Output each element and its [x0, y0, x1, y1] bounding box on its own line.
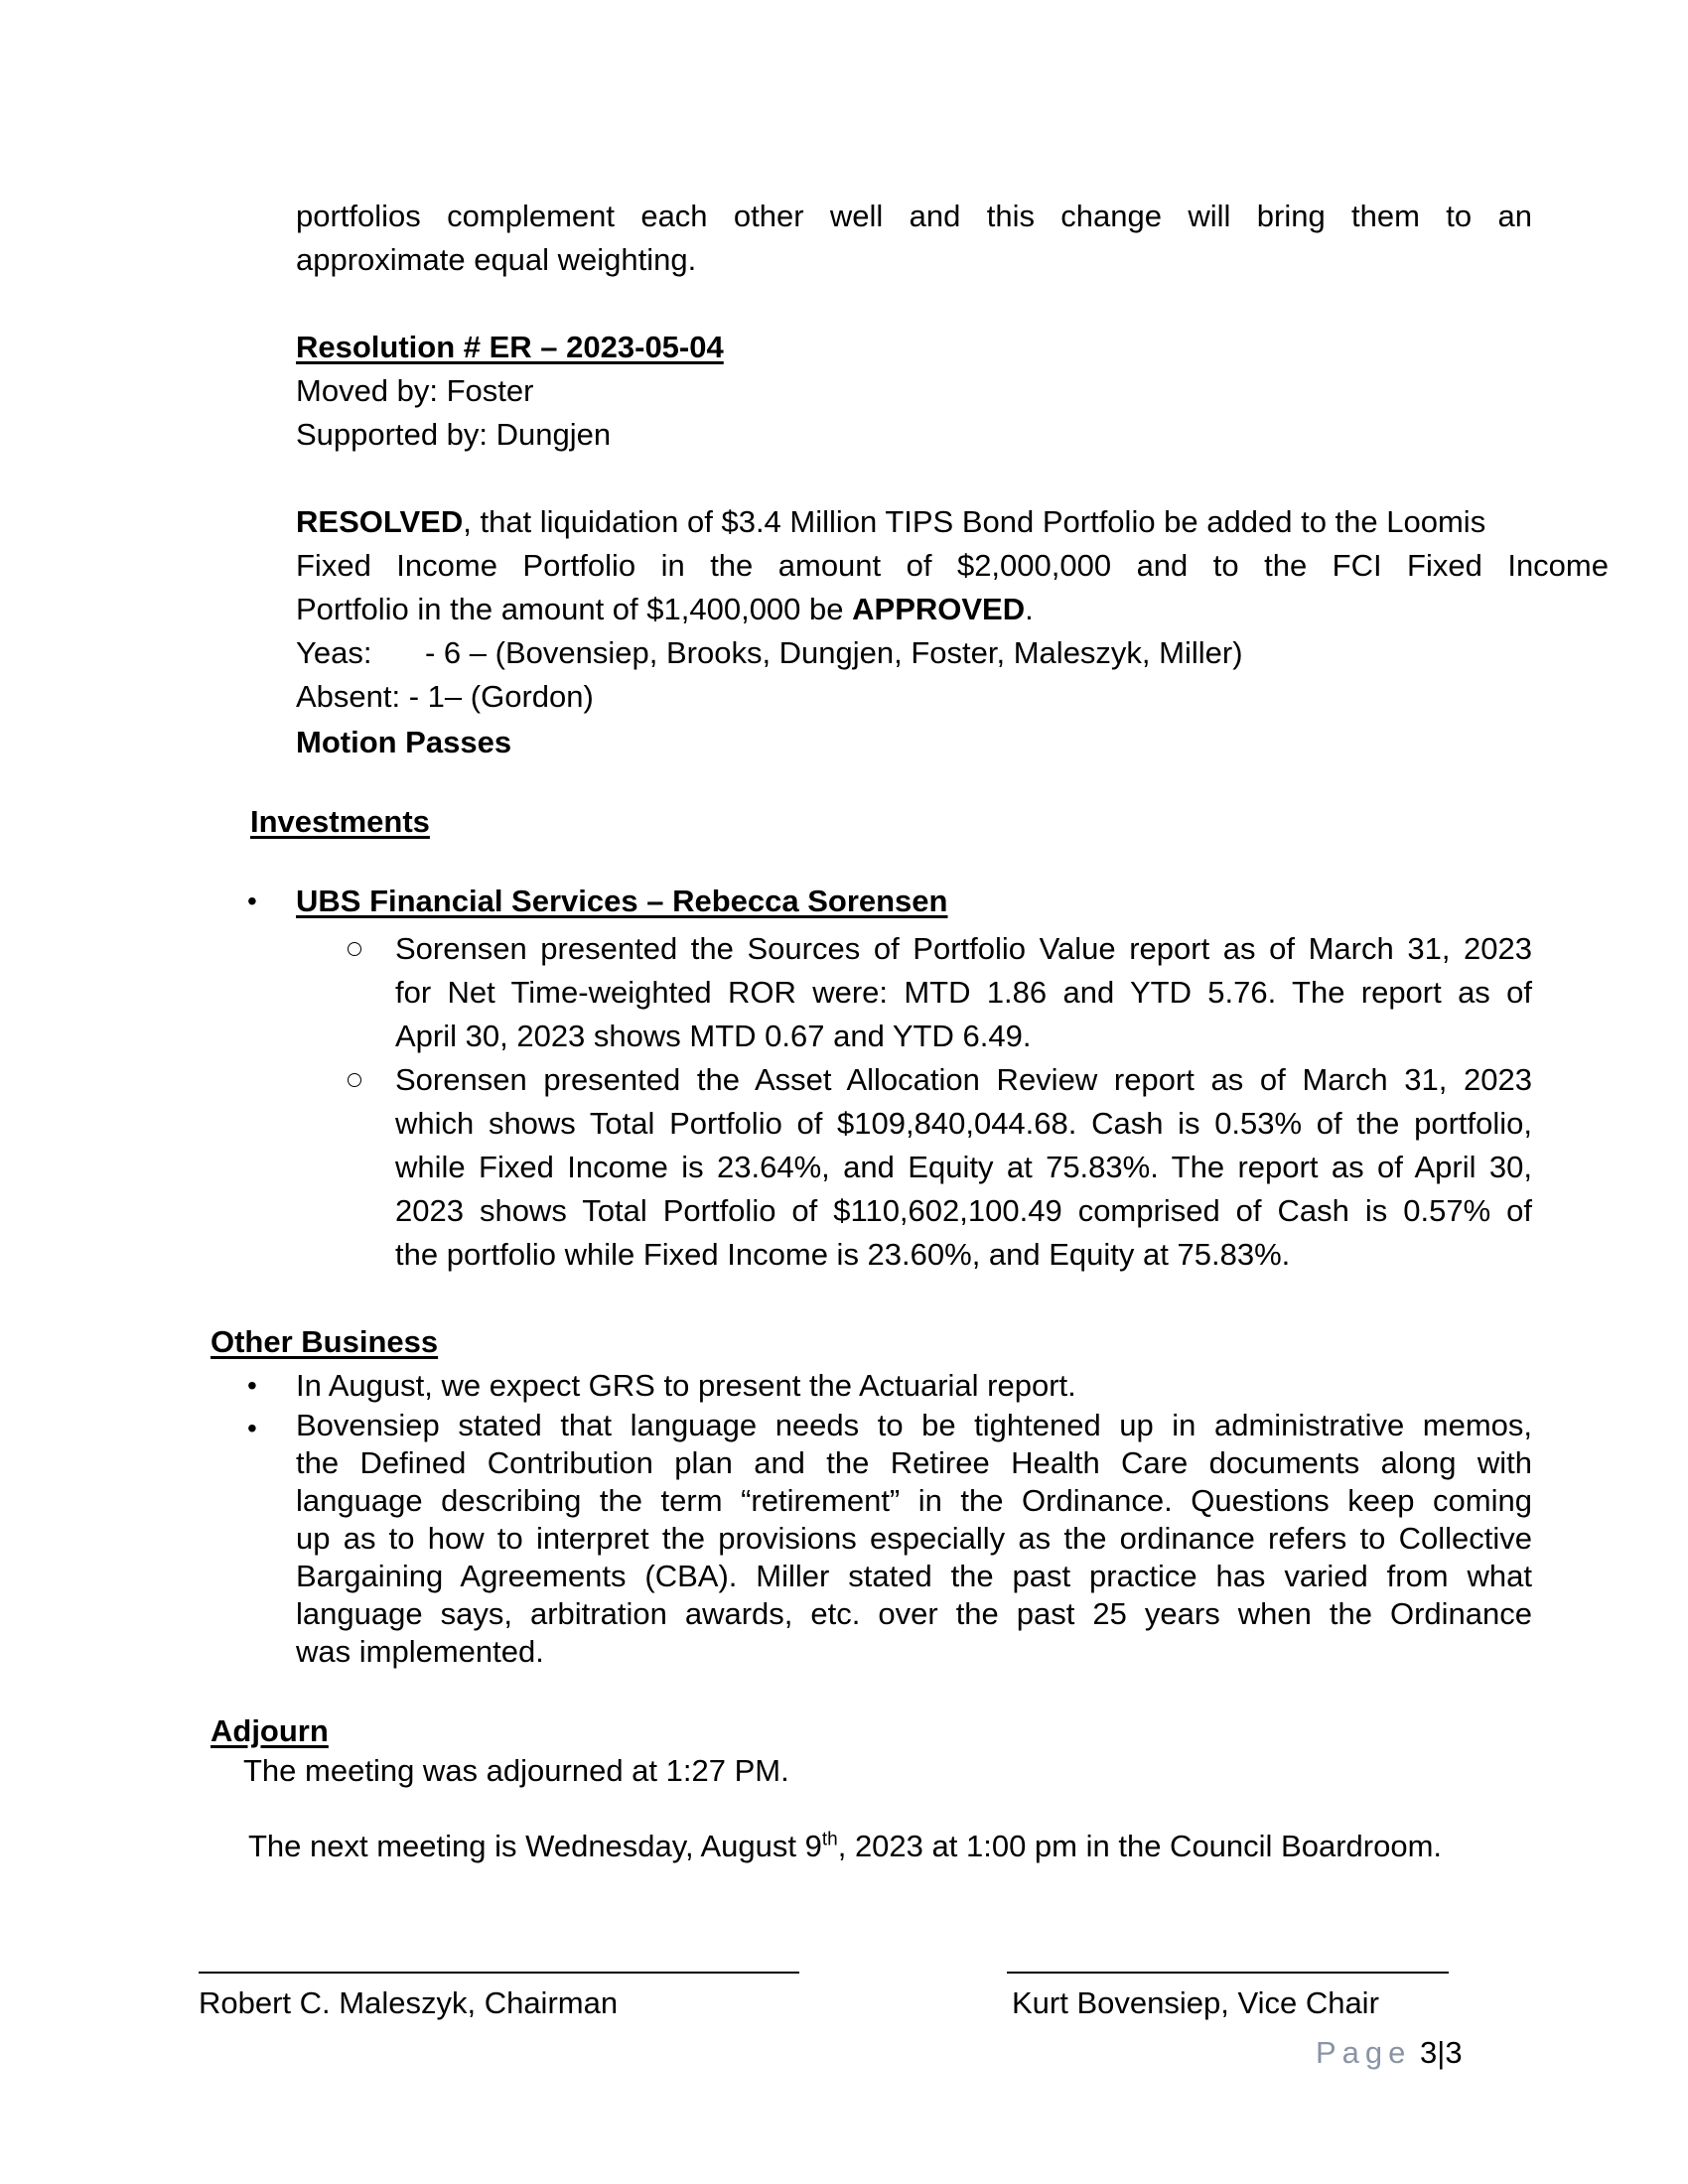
ubs-sub2-line-4: 2023 shows Total Portfolio of $110,602,100.49 comprised of Cash is 0.57% of	[395, 1193, 1532, 1228]
absent-line: Absent: - 1– (Gordon)	[296, 679, 594, 714]
ubs-sub2-line-1: Sorensen presented the Asset Allocation Review report as of March 31, 2023	[395, 1062, 1532, 1097]
other-item-2-line-2: the Defined Contribution plan and the Retiree Health Care documents along with	[296, 1445, 1532, 1480]
ubs-sub1-line-1: Sorensen presented the Sources of Portfolio Value report as of March 31, 2023	[395, 931, 1532, 966]
next-meeting-a: The next meeting is Wednesday, August 9	[248, 1829, 822, 1863]
resolved-text-3a: Portfolio in the amount of $1,400,000 be	[296, 592, 853, 626]
yeas-label: Yeas:	[296, 635, 372, 670]
signature-line-right	[1007, 1972, 1449, 1974]
ubs-sub1-line-2: for Net Time-weighted ROR were: MTD 1.86 and YTD 5.76. The report as of	[395, 975, 1532, 1010]
approved-word: APPROVED	[852, 592, 1026, 626]
other-item-2-line-4: up as to how to interpret the provisions especially as the ordinance refers to Collective	[296, 1521, 1532, 1556]
resolution-title: Resolution # ER – 2023-05-04	[296, 330, 724, 364]
intro-line-2: approximate equal weighting.	[296, 242, 697, 277]
moved-by: Moved by: Foster	[296, 373, 534, 408]
ubs-sub2-line-5: the portfolio while Fixed Income is 23.60%, and Equity at 75.83%.	[395, 1237, 1291, 1272]
resolved-word: RESOLVED	[296, 504, 464, 539]
adjourn-text: The meeting was adjourned at 1:27 PM.	[243, 1753, 789, 1788]
ubs-sub1-line-3: April 30, 2023 shows MTD 0.67 and YTD 6.49.	[395, 1019, 1032, 1053]
resolved-line-3	[296, 588, 1034, 631]
circle-bullet-icon	[348, 1073, 361, 1087]
bullet-icon: •	[247, 1370, 257, 1401]
ubs-sub2-line-2: which shows Total Portfolio of $109,840,044.68. Cash is 0.53% of the portfolio,	[395, 1106, 1532, 1141]
other-item-2-line-3: language describing the term “retirement” in the Ordinance. Questions keep coming	[296, 1483, 1532, 1518]
next-meeting-b: , 2023 at 1:00 pm in the Council Boardroom.	[837, 1829, 1443, 1863]
other-item-2-line-5: Bargaining Agreements (CBA). Miller stated the past practice has varied from what	[296, 1559, 1532, 1593]
intro-line-1: portfolios complement each other well and this change will bring them to an	[296, 199, 1532, 233]
circle-bullet-icon	[348, 942, 361, 956]
page-separator: |	[1437, 2035, 1446, 2070]
resolved-line-1	[296, 500, 1485, 544]
supported-by: Supported by: Dungjen	[296, 417, 612, 452]
resolved-text-3b: .	[1025, 592, 1034, 626]
other-business-heading: Other Business	[211, 1324, 439, 1359]
signature-left-name: Robert C. Maleszyk, Chairman	[199, 1985, 619, 2020]
page-current: 3	[1420, 2035, 1438, 2070]
other-item-2-line-6: language says, arbitration awards, etc. over the past 25 years when the Ordinance	[296, 1596, 1532, 1631]
resolved-line-2: Fixed Income Portfolio in the amount of $2,000,000 and to the FCI Fixed Income	[296, 548, 1609, 583]
page-total: 3	[1445, 2035, 1463, 2070]
next-meeting-sup: th	[821, 1829, 838, 1850]
bullet-icon: •	[247, 1413, 257, 1443]
other-item-2-line-1: Bovensiep stated that language needs to be tightened up in administrative memos,	[296, 1408, 1532, 1442]
investments-heading: Investments	[250, 804, 430, 839]
motion-outcome: Motion Passes	[296, 725, 512, 759]
ubs-item-title: UBS Financial Services – Rebecca Sorensen	[296, 884, 948, 918]
resolved-text-1: , that liquidation of $3.4 Million TIPS Bond Portfolio be added to the Loomis	[463, 504, 1486, 539]
yeas-value: - 6 – (Bovensiep, Brooks, Dungjen, Foster, Maleszyk, Miller)	[425, 635, 1243, 670]
page-number	[1316, 2031, 1463, 2075]
other-item-1: In August, we expect GRS to present the Actuarial report.	[296, 1368, 1076, 1403]
other-item-2-line-7: was implemented.	[296, 1634, 544, 1669]
next-meeting	[248, 1825, 1442, 1868]
signature-line-left	[199, 1972, 799, 1974]
bullet-icon: •	[247, 886, 257, 916]
page-word: Page	[1316, 2035, 1412, 2070]
signature-right-name: Kurt Bovensiep, Vice Chair	[1012, 1985, 1379, 2020]
ubs-sub2-line-3: while Fixed Income is 23.64%, and Equity at 75.83%. The report as of April 30,	[395, 1150, 1532, 1184]
adjourn-heading: Adjourn	[211, 1713, 329, 1748]
